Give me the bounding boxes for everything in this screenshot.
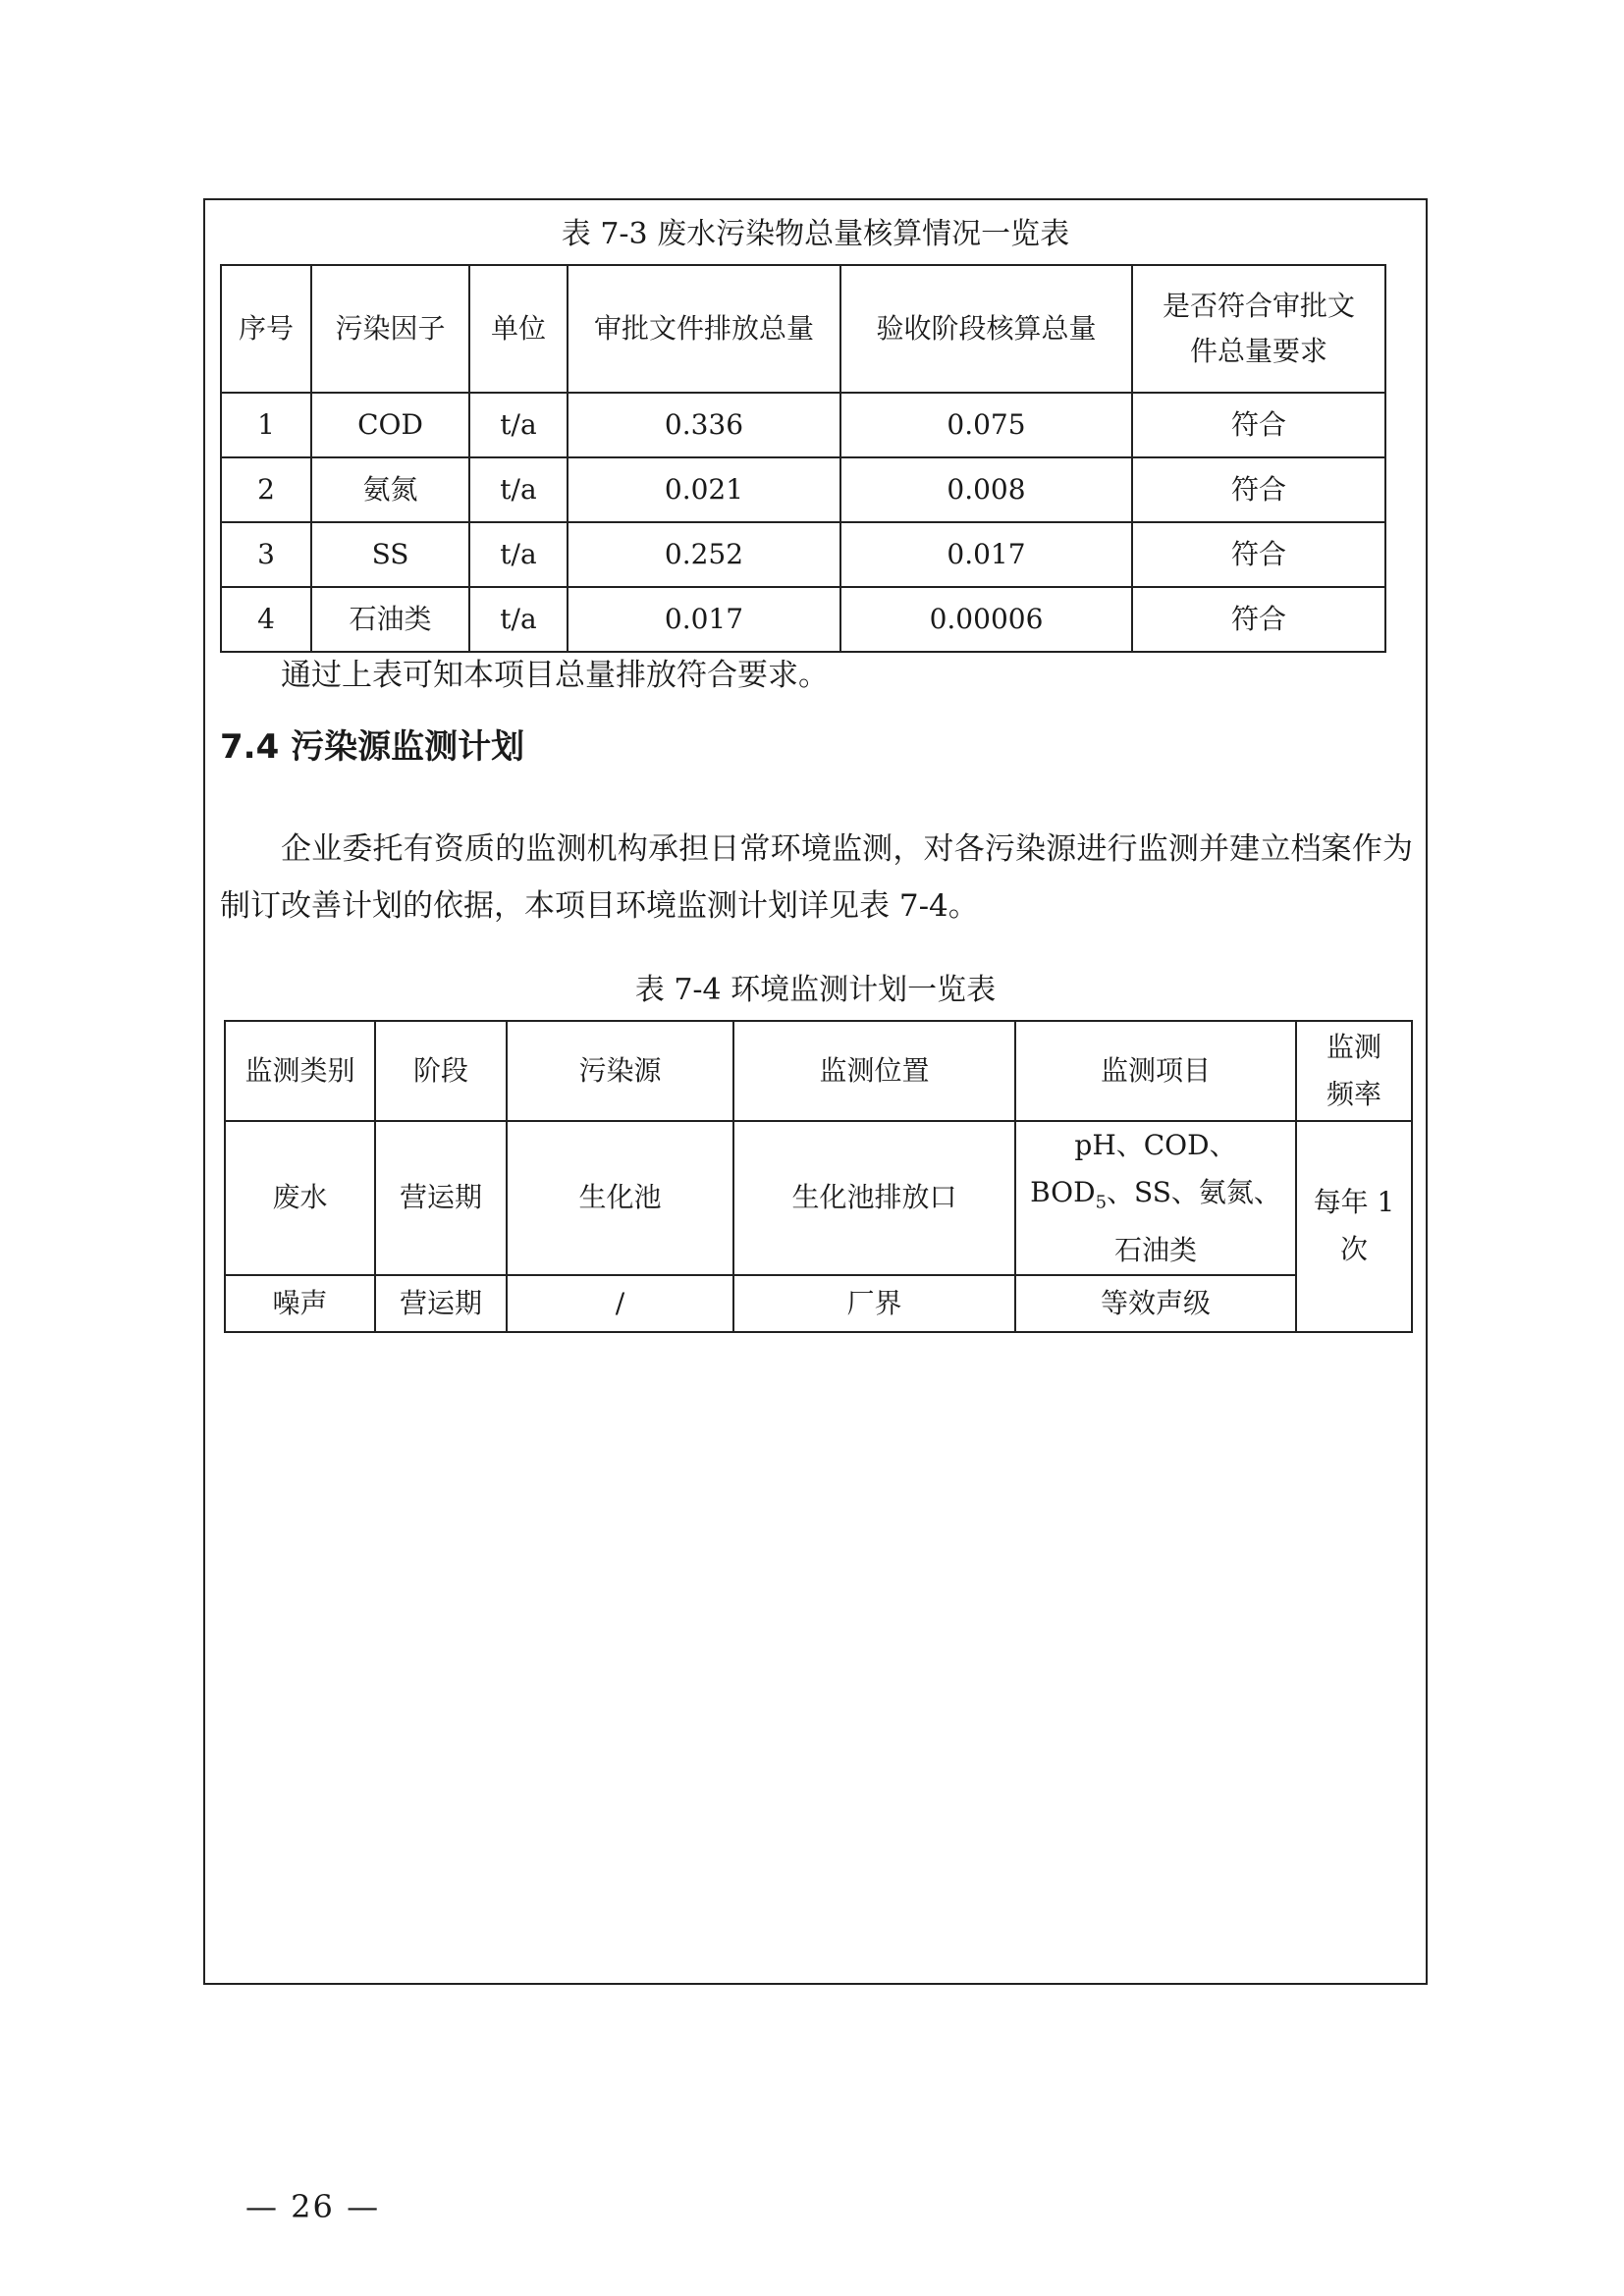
header-cell: 监测位置	[733, 1021, 1015, 1121]
page-number: — 26 —	[245, 2188, 381, 2225]
items-line	[1016, 1169, 1295, 1227]
table-row	[221, 522, 1385, 587]
table-cell: 1	[221, 393, 311, 457]
items-line: 石油类	[1113, 1233, 1197, 1266]
table-cell: 符合	[1132, 522, 1385, 587]
table-cell: 4	[221, 587, 311, 652]
table-cell: 生化池排放口	[733, 1121, 1015, 1275]
table-7-4-caption: 表 7-4 环境监测计划一览表	[634, 973, 997, 1007]
items-subscript: 5	[1095, 1192, 1108, 1213]
table-row	[221, 587, 1385, 652]
table-header-row	[221, 265, 1385, 393]
monitoring-plan-table	[224, 1020, 1413, 1333]
table-cell: 0.008	[840, 457, 1132, 522]
table-cell: 0.021	[568, 457, 840, 522]
header-cell: 审批文件排放总量	[568, 265, 840, 393]
items-text: BOD	[1030, 1176, 1096, 1208]
table-cell: SS	[311, 522, 469, 587]
header-cell: 验收阶段核算总量	[840, 265, 1132, 393]
table-cell: 生化池	[507, 1121, 733, 1275]
section-heading: 7.4 污染源监测计划	[220, 727, 525, 767]
table-cell: 0.017	[568, 587, 840, 652]
header-cell: 序号	[221, 265, 311, 393]
table-cell: /	[507, 1275, 733, 1332]
table-cell: 营运期	[375, 1121, 507, 1275]
table-cell: 氨氮	[311, 457, 469, 522]
items-text: 、SS、氨氮、	[1107, 1176, 1281, 1208]
table-cell: t/a	[469, 457, 568, 522]
table-header-row	[225, 1021, 1412, 1121]
table-cell: 符合	[1132, 457, 1385, 522]
pollutant-total-table	[220, 264, 1386, 653]
table-row	[225, 1275, 1412, 1332]
table-cell: 等效声级	[1015, 1275, 1296, 1332]
table-cell: 0.017	[840, 522, 1132, 587]
table-cell: 石油类	[311, 587, 469, 652]
table-cell: 厂界	[733, 1275, 1015, 1332]
frequency-cell: 每年 1 次	[1296, 1121, 1412, 1332]
table-cell: t/a	[469, 393, 568, 457]
table-cell: t/a	[469, 522, 568, 587]
table-cell: 噪声	[225, 1275, 375, 1332]
conclusion-text: 通过上表可知本项目总量排放符合要求。	[281, 658, 829, 693]
table-cell: 0.336	[568, 393, 840, 457]
table-cell: 2	[221, 457, 311, 522]
header-cell: 监测频率	[1296, 1021, 1412, 1121]
table-cell: 符合	[1132, 587, 1385, 652]
table-cell: 营运期	[375, 1275, 507, 1332]
table-cell: 废水	[225, 1121, 375, 1275]
table-row	[221, 393, 1385, 457]
header-cell: 污染因子	[311, 265, 469, 393]
table-row	[225, 1121, 1412, 1275]
table-cell: t/a	[469, 587, 568, 652]
table-row	[221, 457, 1385, 522]
header-cell: 监测类别	[225, 1021, 375, 1121]
header-cell: 单位	[469, 265, 568, 393]
table-cell: 符合	[1132, 393, 1385, 457]
items-line: pH、COD、	[1074, 1129, 1237, 1161]
monitoring-items-cell	[1015, 1121, 1296, 1275]
header-cell: 阶段	[375, 1021, 507, 1121]
table-cell: 0.00006	[840, 587, 1132, 652]
table-cell: COD	[311, 393, 469, 457]
table-7-3-caption: 表 7-3 废水污染物总量核算情况一览表	[561, 217, 1070, 251]
table-cell: 0.075	[840, 393, 1132, 457]
page-frame	[203, 198, 1428, 1985]
header-cell: 是否符合审批文件总量要求	[1132, 265, 1385, 393]
header-cell: 监测项目	[1015, 1021, 1296, 1121]
table-cell: 3	[221, 522, 311, 587]
table-cell: 0.252	[568, 522, 840, 587]
header-cell: 污染源	[507, 1021, 733, 1121]
section-paragraph: 企业委托有资质的监测机构承担日常环境监测，对各污染源进行监测并建立档案作为制订改善计划的依据，本项目环境监测计划详见表 7-4。	[220, 831, 1413, 924]
